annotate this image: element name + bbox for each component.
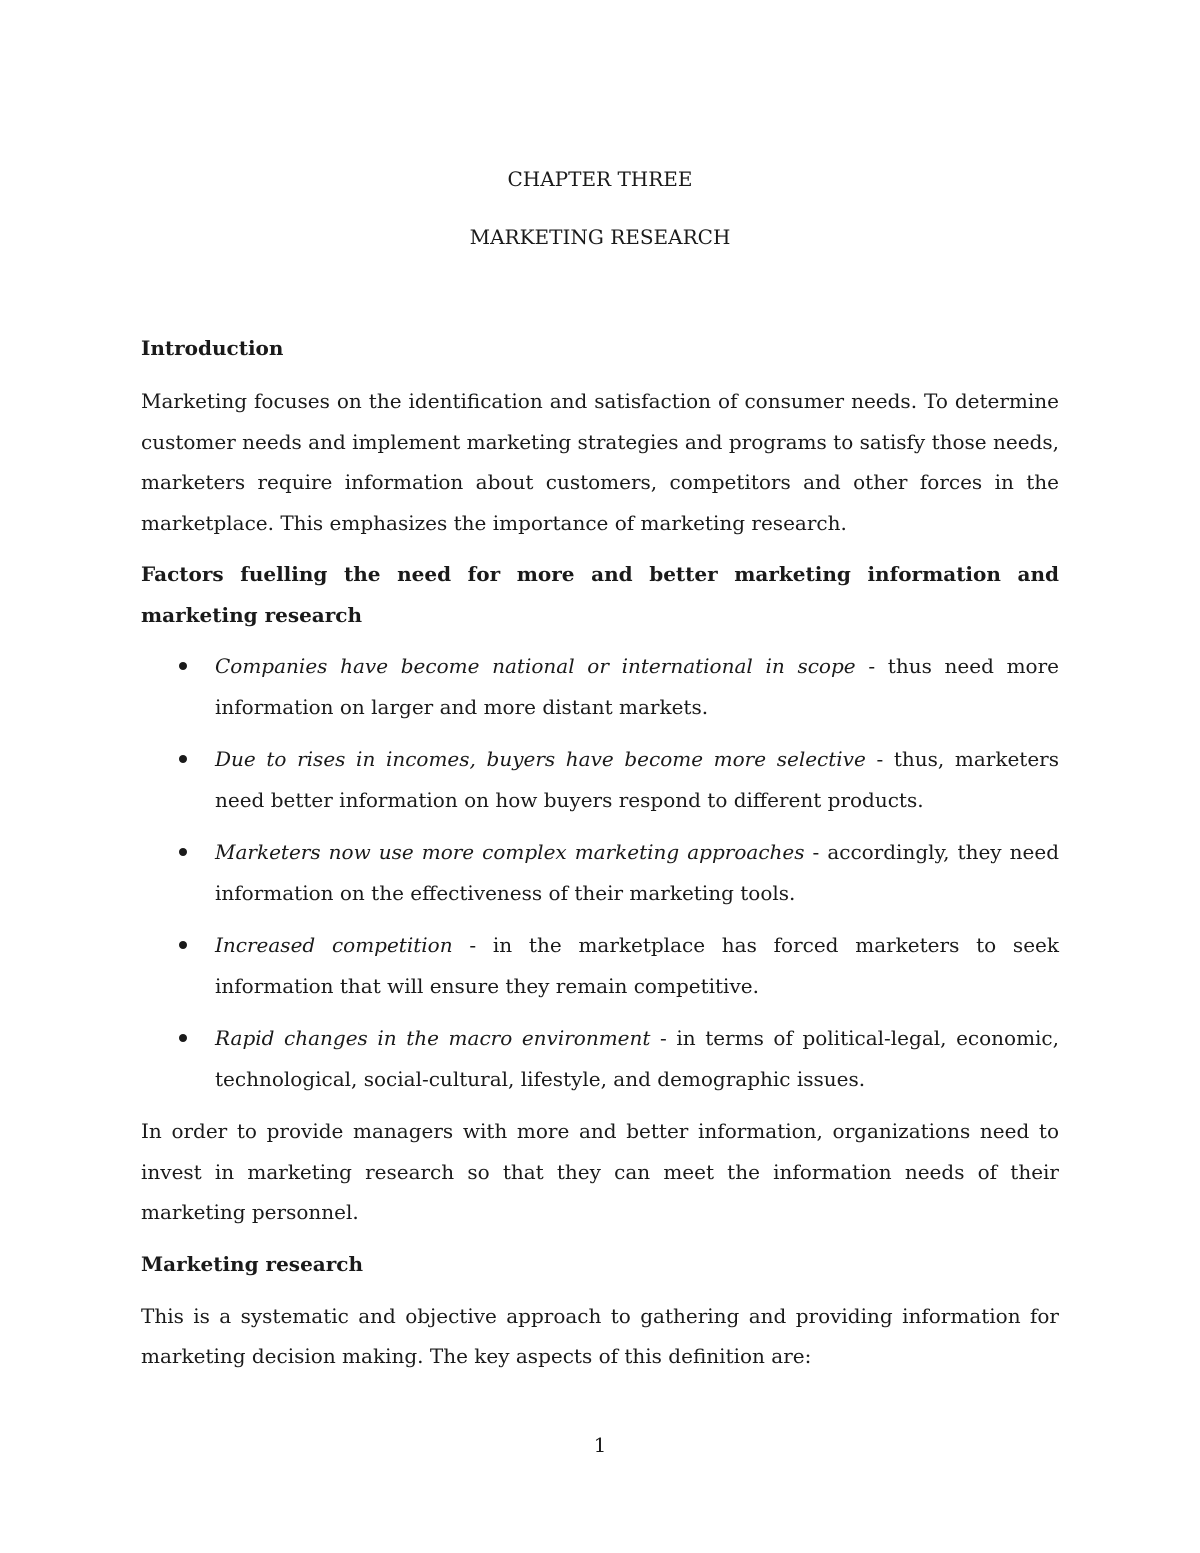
bullet-icon [179, 941, 187, 949]
list-item [141, 646, 1059, 727]
bullet-body-text: - in terms of political-legal, economic, technological, social-cultural, lifestyle, and demographic issues. [215, 1026, 1059, 1091]
list-item [141, 832, 1059, 913]
page-content [141, 164, 1059, 1377]
bullet-icon [179, 1034, 187, 1042]
bullet-icon [179, 662, 187, 670]
introduction-paragraph: Marketing focuses on the identification and satisfaction of consumer needs. To determine customer needs and implement marketing strategies and programs to satisfy those needs, marketers require information about customers, competitors and other forces in the marketplace. This emphasizes the importance of marketing research. [141, 389, 1059, 535]
list-item [141, 925, 1059, 1006]
bullet-body-text: - accordingly, they need information on the effectiveness of their marketing tools. [215, 840, 1059, 905]
section-heading-factors: Factors fuelling the need for more and better marketing information and marketing research [141, 562, 1059, 627]
factors-closing-paragraph: In order to provide managers with more and better information, organizations need to invest in marketing research so that they can meet the information needs of their marketing personnel. [141, 1119, 1059, 1224]
bullet-lead-text: Companies have become national or international in scope [215, 654, 856, 678]
section-heading-introduction: Introduction [141, 336, 284, 360]
page-number: 1 [593, 1433, 607, 1457]
marketing-research-paragraph: This is a systematic and objective approach to gathering and providing information for marketing decision making. The key aspects of this definition are: [141, 1303, 1059, 1368]
bullet-body-text: - in the marketplace has forced marketers to seek information that will ensure they remain competitive. [215, 933, 1059, 998]
bullet-lead-text: Marketers now use more complex marketing approaches [215, 840, 805, 864]
bullet-icon [179, 848, 187, 856]
bullet-body-text: - thus, marketers need better information on how buyers respond to different products. [215, 747, 1059, 812]
bullet-icon [179, 755, 187, 763]
factors-list [141, 646, 1059, 1099]
section-heading-marketing-research: Marketing research [141, 1251, 364, 1276]
list-item [141, 739, 1059, 820]
list-item [141, 1018, 1059, 1099]
chapter-label: CHAPTER THREE [507, 167, 693, 191]
bullet-lead-text: Due to rises in incomes, buyers have become more selective [215, 747, 866, 771]
chapter-title: MARKETING RESEARCH [469, 225, 731, 249]
bullet-body-text: - thus need more information on larger and more distant markets. [215, 654, 1059, 719]
bullet-lead-text: Rapid changes in the macro environment [215, 1026, 651, 1050]
bullet-lead-text: Increased competition [215, 933, 453, 957]
